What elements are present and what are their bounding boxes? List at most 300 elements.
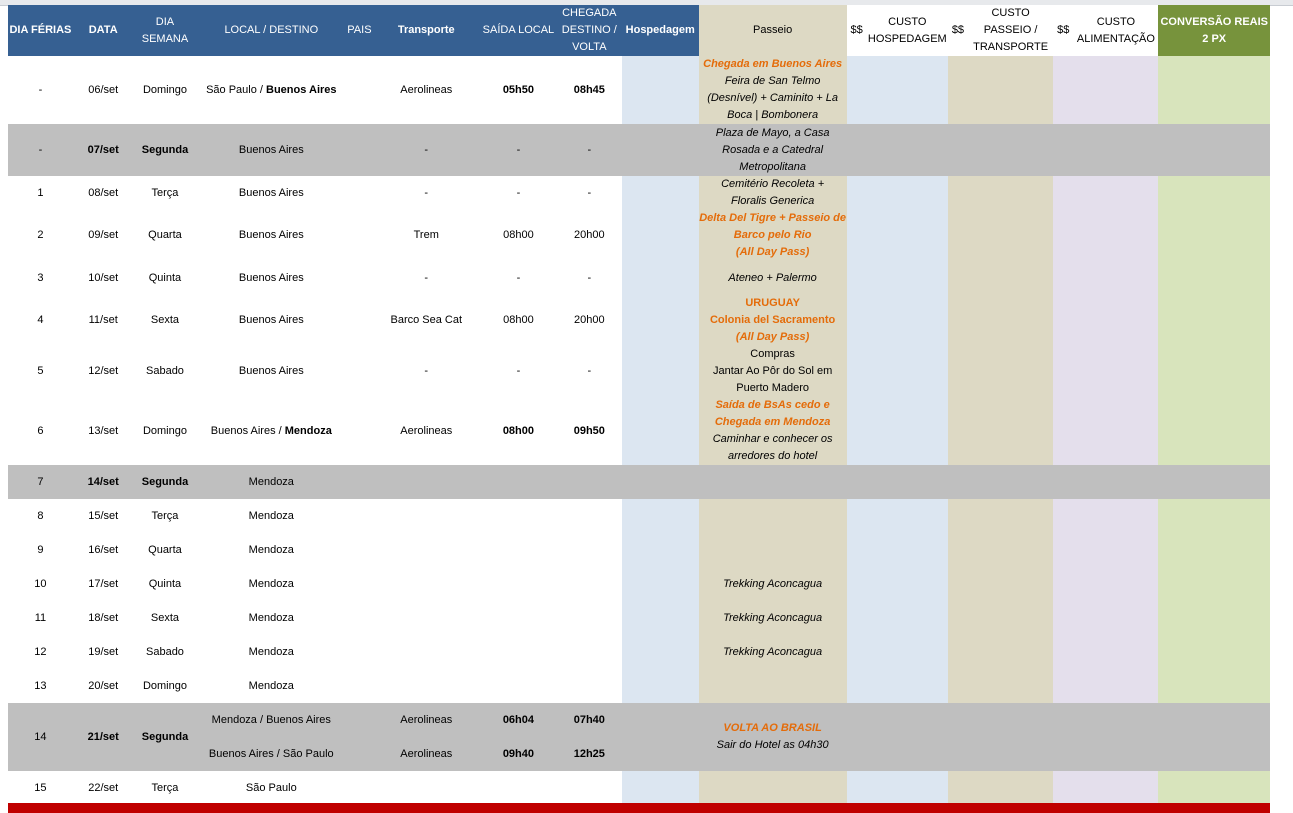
cell-semana[interactable]: Sabado [146, 645, 184, 658]
header-currency-2[interactable]: $$ [948, 5, 968, 56]
cell-currency-2[interactable] [948, 703, 968, 771]
cell-hospedagem[interactable] [622, 124, 699, 176]
cell-custo-hospedagem[interactable] [867, 669, 948, 703]
cell-saida[interactable]: - [480, 124, 557, 176]
cell-pais[interactable] [346, 533, 372, 567]
header-conversao[interactable]: CONVERSÃO REAIS 2 PX [1158, 5, 1270, 56]
cell-conversao[interactable] [1158, 635, 1270, 669]
cell-data[interactable]: 22/set [88, 781, 119, 794]
cell-currency-2[interactable] [948, 346, 968, 397]
cell-currency-3[interactable] [1053, 346, 1073, 397]
cell-data[interactable]: 17/set [88, 577, 119, 590]
cell-conversao[interactable] [1158, 703, 1270, 771]
cell-chegada[interactable] [557, 771, 622, 805]
cell-currency-1[interactable] [847, 295, 867, 346]
cell-transporte[interactable]: - [424, 271, 429, 284]
cell-passeio[interactable] [699, 56, 847, 124]
header-currency-3[interactable]: $$ [1053, 5, 1073, 56]
cell-transporte[interactable]: Trem [413, 229, 439, 241]
cell-custo-alimentacao[interactable] [1073, 567, 1158, 601]
cell-local[interactable]: Mendoza [248, 543, 294, 556]
cell-conversao[interactable] [1158, 124, 1270, 176]
cell-currency-3[interactable] [1053, 261, 1073, 295]
cell-hospedagem[interactable] [622, 533, 699, 567]
cell-dia[interactable]: 1 [37, 186, 44, 199]
cell-hospedagem[interactable] [622, 567, 699, 601]
cell-local[interactable] [196, 397, 346, 465]
cell-saida[interactable] [480, 465, 557, 499]
cell-pais[interactable] [346, 261, 372, 295]
cell-local[interactable]: Buenos Aires [238, 365, 304, 377]
cell-custo-alimentacao[interactable] [1073, 601, 1158, 635]
cell-currency-2[interactable] [948, 465, 968, 499]
cell-conversao[interactable] [1158, 465, 1270, 499]
cell-pais[interactable] [346, 56, 372, 124]
cell-dia[interactable]: 6 [37, 424, 44, 437]
cell-pais[interactable] [346, 737, 372, 771]
cell-currency-1[interactable] [847, 499, 867, 533]
cell-custo-hospedagem[interactable] [867, 771, 948, 805]
cell-transporte[interactable]: Aerolineas [400, 83, 453, 96]
cell-transporte[interactable]: - [424, 186, 429, 199]
cell-custo-hospedagem[interactable] [867, 465, 948, 499]
cell-passeio[interactable] [699, 295, 847, 346]
cell-saida[interactable]: 08h00 [502, 424, 535, 437]
cell-saida[interactable] [480, 635, 557, 669]
cell-dia[interactable]: - [38, 83, 43, 96]
cell-currency-2[interactable] [948, 499, 968, 533]
cell-custo-passeio[interactable] [968, 771, 1053, 805]
cell-passeio[interactable] [699, 124, 847, 176]
cell-pais[interactable] [346, 669, 372, 703]
cell-dia[interactable]: 13 [34, 679, 47, 692]
cell-custo-hospedagem[interactable] [867, 346, 948, 397]
cell-passeio[interactable] [699, 261, 847, 295]
cell-saida[interactable] [480, 533, 557, 567]
header-dia-ferias[interactable]: DIA FÉRIAS [8, 5, 73, 56]
cell-chegada[interactable] [557, 635, 622, 669]
header-hospedagem[interactable]: Hospedagem [622, 5, 699, 56]
cell-data[interactable]: 12/set [88, 365, 119, 377]
cell-hospedagem[interactable] [622, 669, 699, 703]
cell-passeio[interactable] [699, 499, 847, 533]
cell-chegada[interactable]: - [557, 124, 622, 176]
cell-passeio[interactable] [699, 210, 847, 261]
cell-currency-2[interactable] [948, 295, 968, 346]
cell-transporte[interactable] [373, 669, 480, 703]
cell-pais[interactable] [346, 771, 372, 805]
cell-custo-passeio[interactable] [968, 124, 1053, 176]
cell-custo-passeio[interactable] [968, 176, 1053, 210]
cell-currency-2[interactable] [948, 771, 968, 805]
cell-pais[interactable] [346, 465, 372, 499]
header-passeio[interactable]: Passeio [699, 5, 847, 56]
cell-semana[interactable]: Terça [151, 186, 179, 199]
cell-currency-1[interactable] [847, 465, 867, 499]
cell-custo-passeio[interactable] [968, 669, 1053, 703]
cell-data[interactable]: 11/set [88, 314, 118, 326]
cell-transporte[interactable] [373, 771, 480, 805]
cell-pais[interactable] [346, 176, 372, 210]
cell-saida[interactable]: - [516, 271, 521, 284]
cell-data[interactable]: 18/set [88, 611, 119, 624]
header-dia-semana[interactable] [134, 5, 197, 56]
cell-transporte[interactable] [373, 533, 480, 567]
cell-currency-3[interactable] [1053, 499, 1073, 533]
cell-chegada[interactable] [557, 669, 622, 703]
cell-chegada[interactable] [557, 567, 622, 601]
cell-chegada[interactable]: 12h25 [557, 737, 622, 771]
cell-passeio[interactable] [699, 771, 847, 805]
cell-currency-1[interactable] [847, 56, 867, 124]
cell-currency-3[interactable] [1053, 397, 1073, 465]
cell-conversao[interactable] [1158, 210, 1270, 261]
cell-currency-1[interactable] [847, 669, 867, 703]
cell-chegada[interactable]: 07h40 [557, 703, 622, 737]
cell-custo-passeio[interactable] [968, 295, 1053, 346]
cell-passeio[interactable] [699, 397, 847, 465]
cell-custo-alimentacao[interactable] [1073, 499, 1158, 533]
cell-currency-3[interactable] [1053, 56, 1073, 124]
cell-currency-2[interactable] [948, 567, 968, 601]
cell-hospedagem[interactable] [622, 210, 699, 261]
cell-local[interactable]: Mendoza [248, 509, 294, 522]
cell-local[interactable]: Mendoza [196, 465, 346, 499]
cell-currency-2[interactable] [948, 397, 968, 465]
cell-data[interactable]: 19/set [88, 645, 119, 658]
cell-data[interactable]: 15/set [88, 509, 119, 522]
cell-pais[interactable] [346, 397, 372, 465]
cell-saida[interactable] [480, 601, 557, 635]
cell-currency-2[interactable] [948, 669, 968, 703]
cell-passeio[interactable] [699, 346, 847, 397]
cell-local[interactable]: Buenos Aires [196, 124, 346, 176]
cell-custo-alimentacao[interactable] [1073, 56, 1158, 124]
cell-hospedagem[interactable] [622, 261, 699, 295]
cell-saida[interactable]: 06h04 [480, 703, 557, 737]
cell-currency-3[interactable] [1053, 601, 1073, 635]
cell-currency-2[interactable] [948, 601, 968, 635]
cell-chegada[interactable]: 20h00 [574, 229, 605, 241]
cell-currency-1[interactable] [847, 601, 867, 635]
cell-custo-hospedagem[interactable] [867, 635, 948, 669]
cell-hospedagem[interactable] [622, 703, 699, 771]
cell-pais[interactable] [346, 295, 372, 346]
cell-transporte[interactable]: Aerolineas [400, 424, 453, 437]
cell-custo-alimentacao[interactable] [1073, 261, 1158, 295]
cell-custo-hospedagem[interactable] [867, 499, 948, 533]
cell-dia[interactable]: - [8, 124, 73, 176]
cell-custo-alimentacao[interactable] [1073, 771, 1158, 805]
cell-semana[interactable]: Sabado [146, 365, 184, 377]
cell-hospedagem[interactable] [622, 397, 699, 465]
cell-pais[interactable] [346, 567, 372, 601]
cell-saida[interactable] [480, 771, 557, 805]
cell-local[interactable]: Mendoza [248, 645, 294, 658]
cell-transporte[interactable] [373, 635, 480, 669]
cell-currency-3[interactable] [1053, 533, 1073, 567]
cell-hospedagem[interactable] [622, 176, 699, 210]
cell-custo-hospedagem[interactable] [867, 703, 948, 771]
cell-custo-hospedagem[interactable] [867, 261, 948, 295]
cell-custo-hospedagem[interactable] [867, 533, 948, 567]
header-currency-1[interactable]: $$ [847, 5, 867, 56]
cell-custo-hospedagem[interactable] [867, 295, 948, 346]
cell-currency-3[interactable] [1053, 465, 1073, 499]
cell-currency-2[interactable] [948, 124, 968, 176]
cell-currency-1[interactable] [847, 567, 867, 601]
cell-currency-1[interactable] [847, 346, 867, 397]
cell-currency-1[interactable] [847, 771, 867, 805]
header-chegada[interactable]: CHEGADA DESTINO / VOLTA [557, 5, 622, 56]
cell-custo-hospedagem[interactable] [867, 567, 948, 601]
cell-semana[interactable]: Segunda [134, 465, 197, 499]
cell-custo-passeio[interactable] [968, 261, 1053, 295]
cell-chegada[interactable]: - [587, 365, 592, 377]
cell-passeio[interactable] [699, 465, 847, 499]
cell-data[interactable]: 20/set [88, 679, 119, 692]
cell-chegada[interactable] [557, 465, 622, 499]
cell-dia[interactable]: 11 [34, 611, 47, 624]
cell-saida[interactable]: 05h50 [502, 83, 535, 96]
cell-hospedagem[interactable] [622, 465, 699, 499]
cell-currency-2[interactable] [948, 176, 968, 210]
cell-currency-2[interactable] [948, 261, 968, 295]
cell-semana[interactable]: Domingo [142, 83, 187, 96]
cell-transporte[interactable]: - [424, 365, 429, 377]
cell-chegada[interactable]: 09h50 [573, 424, 605, 437]
cell-custo-hospedagem[interactable] [867, 124, 948, 176]
cell-saida[interactable] [480, 567, 557, 601]
cell-local[interactable]: Buenos Aires [238, 186, 304, 199]
cell-local[interactable]: Mendoza [248, 611, 294, 624]
cell-custo-passeio[interactable] [968, 601, 1053, 635]
cell-semana[interactable]: Quinta [148, 271, 182, 284]
cell-custo-passeio[interactable] [968, 397, 1053, 465]
cell-pais[interactable] [346, 635, 372, 669]
cell-data[interactable]: 07/set [73, 124, 134, 176]
cell-custo-passeio[interactable] [968, 346, 1053, 397]
cell-transporte[interactable]: Barco Sea Cat [390, 314, 463, 326]
cell-currency-3[interactable] [1053, 176, 1073, 210]
cell-custo-passeio[interactable] [968, 703, 1053, 771]
cell-semana[interactable]: Domingo [142, 424, 187, 437]
cell-data[interactable]: 09/set [88, 229, 119, 241]
cell-custo-passeio[interactable] [968, 635, 1053, 669]
cell-custo-alimentacao[interactable] [1073, 346, 1158, 397]
cell-conversao[interactable] [1158, 56, 1270, 124]
header-local[interactable]: LOCAL / DESTINO [196, 5, 346, 56]
header-saida[interactable]: SAÍDA LOCAL [480, 5, 557, 56]
cell-local[interactable]: Buenos Aires [238, 229, 304, 241]
cell-custo-alimentacao[interactable] [1073, 124, 1158, 176]
cell-passeio[interactable] [699, 176, 847, 210]
cell-pais[interactable] [346, 346, 372, 397]
cell-saida[interactable]: - [516, 365, 521, 377]
cell-semana[interactable]: Segunda [134, 703, 197, 771]
cell-currency-2[interactable] [948, 635, 968, 669]
cell-passeio[interactable] [699, 703, 847, 771]
cell-local[interactable]: Mendoza [248, 577, 294, 590]
header-custo-passeio[interactable]: CUSTO PASSEIO / TRANSPORTE [968, 5, 1053, 56]
cell-local[interactable]: São Paulo [245, 781, 297, 794]
cell-chegada[interactable]: 20h00 [574, 314, 605, 326]
cell-transporte[interactable] [373, 499, 480, 533]
cell-currency-2[interactable] [948, 533, 968, 567]
cell-custo-hospedagem[interactable] [867, 601, 948, 635]
cell-saida[interactable]: - [516, 186, 521, 199]
cell-transporte[interactable] [373, 465, 480, 499]
cell-semana[interactable]: Sexta [150, 314, 180, 326]
cell-data[interactable]: 06/set [88, 83, 119, 96]
cell-dia[interactable]: 12 [34, 645, 47, 658]
cell-data[interactable]: 21/set [73, 703, 134, 771]
cell-currency-3[interactable] [1053, 703, 1073, 771]
cell-passeio[interactable] [699, 601, 847, 635]
cell-custo-alimentacao[interactable] [1073, 703, 1158, 771]
cell-local[interactable]: Buenos Aires [238, 314, 304, 326]
cell-hospedagem[interactable] [622, 601, 699, 635]
cell-passeio[interactable] [699, 635, 847, 669]
cell-custo-hospedagem[interactable] [867, 397, 948, 465]
cell-conversao[interactable] [1158, 346, 1270, 397]
cell-currency-3[interactable] [1053, 295, 1073, 346]
cell-semana[interactable]: Domingo [142, 679, 187, 692]
cell-chegada[interactable]: 08h45 [573, 83, 605, 96]
cell-local[interactable]: Buenos Aires [238, 271, 304, 284]
cell-conversao[interactable] [1158, 601, 1270, 635]
cell-chegada[interactable]: - [587, 186, 592, 199]
cell-custo-passeio[interactable] [968, 533, 1053, 567]
cell-semana[interactable]: Quarta [148, 543, 182, 556]
cell-hospedagem[interactable] [622, 56, 699, 124]
cell-custo-hospedagem[interactable] [867, 176, 948, 210]
cell-custo-passeio[interactable] [968, 499, 1053, 533]
cell-hospedagem[interactable] [622, 295, 699, 346]
cell-conversao[interactable] [1158, 397, 1270, 465]
header-pais[interactable]: PAIS [346, 5, 372, 56]
cell-currency-2[interactable] [948, 56, 968, 124]
cell-currency-3[interactable] [1053, 210, 1073, 261]
cell-data[interactable]: 16/set [88, 543, 119, 556]
cell-dia[interactable]: 8 [37, 509, 44, 522]
cell-custo-alimentacao[interactable] [1073, 210, 1158, 261]
cell-currency-1[interactable] [847, 210, 867, 261]
cell-currency-1[interactable] [847, 635, 867, 669]
cell-dia[interactable]: 10 [34, 577, 47, 590]
cell-passeio[interactable] [699, 533, 847, 567]
header-transporte[interactable]: Transporte [373, 5, 480, 56]
cell-hospedagem[interactable] [622, 346, 699, 397]
cell-currency-3[interactable] [1053, 567, 1073, 601]
cell-data[interactable]: 14/set [73, 465, 134, 499]
cell-transporte[interactable] [373, 601, 480, 635]
cell-semana[interactable]: Terça [151, 781, 179, 794]
cell-currency-3[interactable] [1053, 669, 1073, 703]
cell-dia[interactable]: 15 [34, 781, 47, 794]
cell-passeio[interactable] [699, 567, 847, 601]
cell-custo-hospedagem[interactable] [867, 210, 948, 261]
cell-conversao[interactable] [1158, 669, 1270, 703]
cell-dia[interactable]: 14 [8, 703, 73, 771]
cell-currency-1[interactable] [847, 397, 867, 465]
cell-currency-3[interactable] [1053, 124, 1073, 176]
cell-custo-alimentacao[interactable] [1073, 176, 1158, 210]
cell-pais[interactable] [346, 703, 372, 737]
cell-local[interactable]: Mendoza [248, 679, 294, 692]
cell-custo-hospedagem[interactable] [867, 56, 948, 124]
cell-currency-1[interactable] [847, 261, 867, 295]
cell-custo-alimentacao[interactable] [1073, 397, 1158, 465]
header-custo-hospedagem[interactable]: CUSTO HOSPEDAGEM [867, 5, 948, 56]
cell-currency-1[interactable] [847, 124, 867, 176]
cell-custo-alimentacao[interactable] [1073, 533, 1158, 567]
cell-conversao[interactable] [1158, 176, 1270, 210]
cell-currency-3[interactable] [1053, 771, 1073, 805]
cell-custo-alimentacao[interactable] [1073, 635, 1158, 669]
cell-custo-alimentacao[interactable] [1073, 465, 1158, 499]
cell-conversao[interactable] [1158, 295, 1270, 346]
cell-semana[interactable]: Quarta [148, 229, 182, 241]
cell-custo-passeio[interactable] [968, 567, 1053, 601]
cell-pais[interactable] [346, 210, 372, 261]
cell-data[interactable]: 13/set [88, 424, 119, 437]
cell-currency-2[interactable] [948, 210, 968, 261]
cell-transporte[interactable] [373, 567, 480, 601]
cell-conversao[interactable] [1158, 261, 1270, 295]
cell-dia[interactable]: 3 [37, 271, 44, 284]
cell-dia[interactable]: 9 [37, 543, 44, 556]
cell-conversao[interactable] [1158, 533, 1270, 567]
cell-local[interactable]: Buenos Aires / São Paulo [196, 737, 346, 771]
cell-custo-alimentacao[interactable] [1073, 295, 1158, 346]
cell-custo-passeio[interactable] [968, 210, 1053, 261]
cell-semana[interactable]: Segunda [134, 124, 197, 176]
cell-dia[interactable]: 2 [37, 229, 44, 241]
cell-local[interactable]: Mendoza / Buenos Aires [196, 703, 346, 737]
cell-chegada[interactable] [557, 499, 622, 533]
cell-transporte[interactable]: Aerolineas [373, 737, 480, 771]
cell-passeio[interactable] [699, 669, 847, 703]
cell-dia[interactable]: 7 [8, 465, 73, 499]
cell-saida[interactable] [480, 669, 557, 703]
cell-currency-1[interactable] [847, 703, 867, 771]
cell-conversao[interactable] [1158, 771, 1270, 805]
cell-conversao[interactable] [1158, 499, 1270, 533]
cell-custo-passeio[interactable] [968, 56, 1053, 124]
cell-pais[interactable] [346, 499, 372, 533]
cell-semana[interactable]: Terça [151, 509, 179, 522]
cell-semana[interactable]: Sexta [150, 611, 180, 624]
cell-semana[interactable]: Quinta [148, 577, 182, 590]
cell-currency-3[interactable] [1053, 635, 1073, 669]
cell-transporte[interactable]: Aerolineas [373, 703, 480, 737]
cell-hospedagem[interactable] [622, 771, 699, 805]
cell-currency-1[interactable] [847, 533, 867, 567]
cell-data[interactable]: 08/set [88, 186, 119, 199]
cell-custo-alimentacao[interactable] [1073, 669, 1158, 703]
cell-chegada[interactable] [557, 601, 622, 635]
cell-transporte[interactable]: - [373, 124, 480, 176]
cell-currency-1[interactable] [847, 176, 867, 210]
cell-custo-passeio[interactable] [968, 465, 1053, 499]
cell-chegada[interactable]: - [587, 271, 592, 284]
cell-pais[interactable] [346, 601, 372, 635]
cell-dia[interactable]: 5 [37, 365, 44, 377]
cell-saida[interactable]: 08h00 [503, 229, 534, 241]
cell-pais[interactable] [346, 124, 372, 176]
cell-hospedagem[interactable] [622, 499, 699, 533]
